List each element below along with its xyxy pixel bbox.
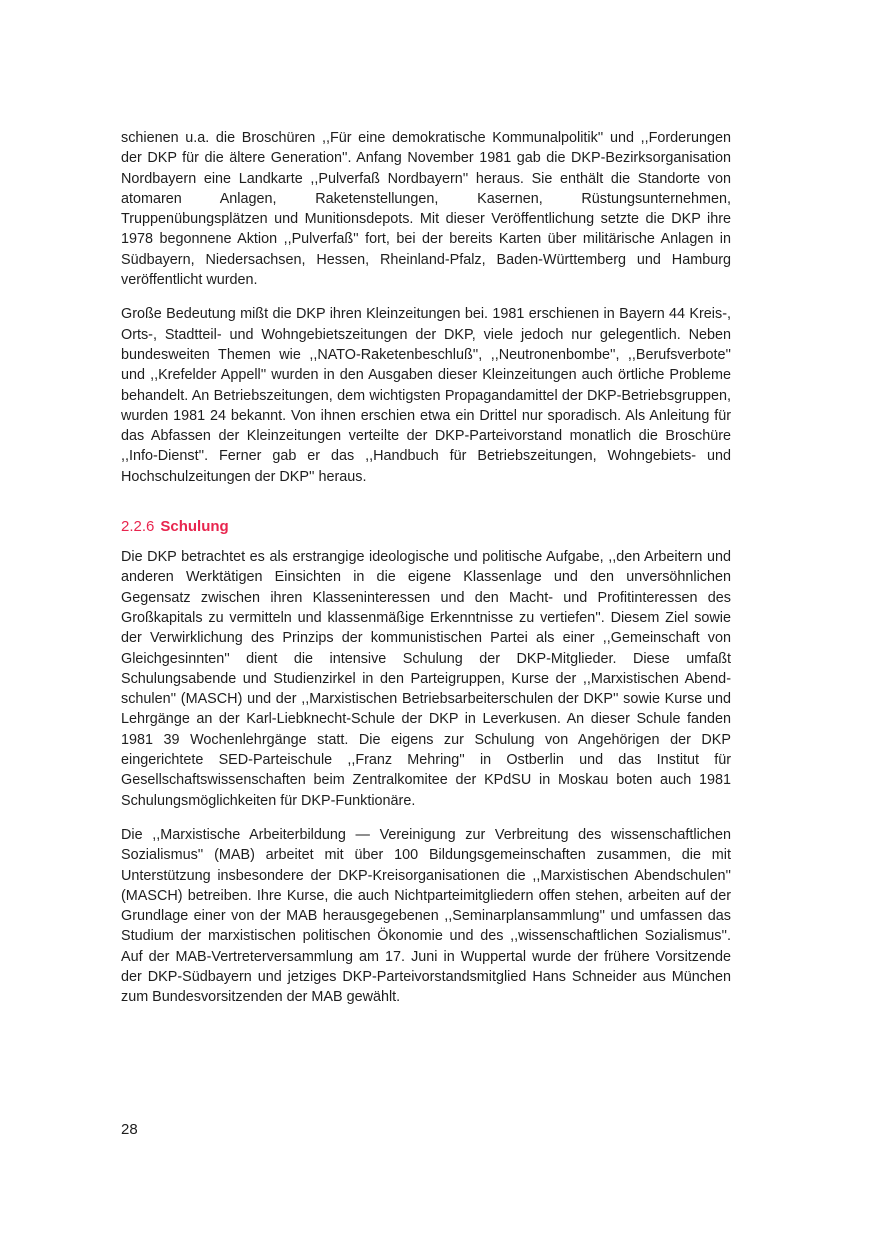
paragraph-pulverfass: schienen u.a. die Broschüren ,,Für eine demokratische Kommunalpolitik'' und ,,Forderungen der DKP für die ältere Generation''. Anfang November 1981 gab die DKP-Bezirksorganisation Nordbayern eine Landkarte ,,Pulverfaß Nordbayern'' heraus. Sie enthält die Standorte von atomaren Anlagen, Raketenstellungen, Kasernen, Rüstungsunternehmen, Truppenübungsplätzen und Munitionsdepots. Mit dieser Veröffentlichung setzte die DKP ihre 1978 begonnene Aktion ,,Pulverfaß'' fort, bei der bereits Karten über militärische Anlagen in Südbayern, Niedersachsen, Hessen, Rheinland-Pfalz, Baden-Württemberg und Hamburg veröffentlicht wurden. (121, 130, 731, 289)
section-heading (121, 517, 731, 537)
page-number: 28 (121, 1121, 138, 1138)
paragraph-mab: Die ,,Marxistische Arbeiterbildung — Vereinigung zur Verbreitung des wissenschaftlichen Sozialismus'' (MAB) arbeitet mit über 100 Bildungsgemeinschaften zusammen, die mit Unterstützung insbesondere der DKP-Kreisorganisationen die ,,Marxistischen Abendschulen'' (MASCH) betreiben. Ihre Kurse, die auch Nichtparteimitgliedern offen stehen, arbeiten auf der Grundlage einer von der MAB herausgegebenen ,,Seminarplansammlung'' und umfassen das Studium der marxistischen politischen Ökonomie und des ,,wissenschaftlichen Sozialismus''. Auf der MAB-Vertreterversammlung am 17. Juni in Wuppertal wurde der frühere Vorsitzende der DKP-Südbayern und jetziges DKP-Parteivorstandsmitglied Hans Schneider aus München zum Bundesvorsitzenden der MAB gewählt. (121, 826, 731, 1006)
paragraph-schulung: Die DKP betrachtet es als erstrangige ideologische und politische Aufgabe, ,,den Arbeitern und anderen Werktätigen Einsichten in die eigene Klassenlage und den unversöhnlichen Gegensatz zwischen ihren Klasseninteressen und den Macht- und Profitinteressen des Großkapitals zu vermitteln und klassenmäßige Erkenntnisse zu vertiefen''. Diesem Ziel sowie der Verwirklichung des Prinzips der kommunistischen Partei als einer ,,Gemeinschaft von Gleichgesinnten'' dient die intensive Schulung der DKP-Mitglieder. Diese umfaßt Schulungsabende und Studienzirkel in den Parteigruppen, Kurse der ,,Marxistischen Abendschulen'' (MASCH) und der ,,Marxistischen Betriebsarbeiterschulen der DKP'' sowie Kurse und Lehrgänge an der Karl-Liebknecht-Schule der DKP in Leverkusen. An dieser Schule fanden 1981 39 Wochenlehrgänge statt. Die eigens zur Schulung von Angehörigen der DKP eingerichtete SED-Parteischule ,,Franz Mehring'' in Ostberlin und das Institut für Gesellschaftswissenschaften beim Zentralkomitee der KPdSU in Moskau boten auch 1981 Schulungsmöglichkeiten für DKP-Funktionäre. (121, 549, 731, 809)
section-number: 2.2.6 (121, 518, 155, 536)
section-title: Schulung (160, 518, 229, 536)
paragraph-kleinzeitungen: Große Bedeutung mißt die DKP ihren Kleinzeitungen bei. 1981 erschienen in Bayern 44 Kreis-, Orts-, Stadtteil- und Wohngebietszeitungen der DKP, viele jedoch nur gelegentlich. Neben bundesweiten Themen wie ,,NATO-Raketenbeschluß'', ,,Neutronenbombe'', ,,Berufsverbote'' und ,,Krefelder Appell'' wurden in den Ausgaben dieser Kleinzeitungen auch örtliche Probleme behandelt. An Betriebszeitungen, dem wichtigsten Propagandamittel der DKP-Betriebsgruppen, wurden 1981 24 bekannt. Von ihnen erschien etwa ein Drittel nur sporadisch. Als Anleitung für das Abfassen der Kleinzeitungen verteilte der DKP-Parteivorstand monatlich die Broschüre ,,Info-Dienst''. Ferner gab er das ,,Handbuch für Betriebszeitungen, Wohngebiets- und Hochschulzeitungen der DKP'' heraus. (121, 306, 731, 485)
page-content (121, 128, 731, 1008)
